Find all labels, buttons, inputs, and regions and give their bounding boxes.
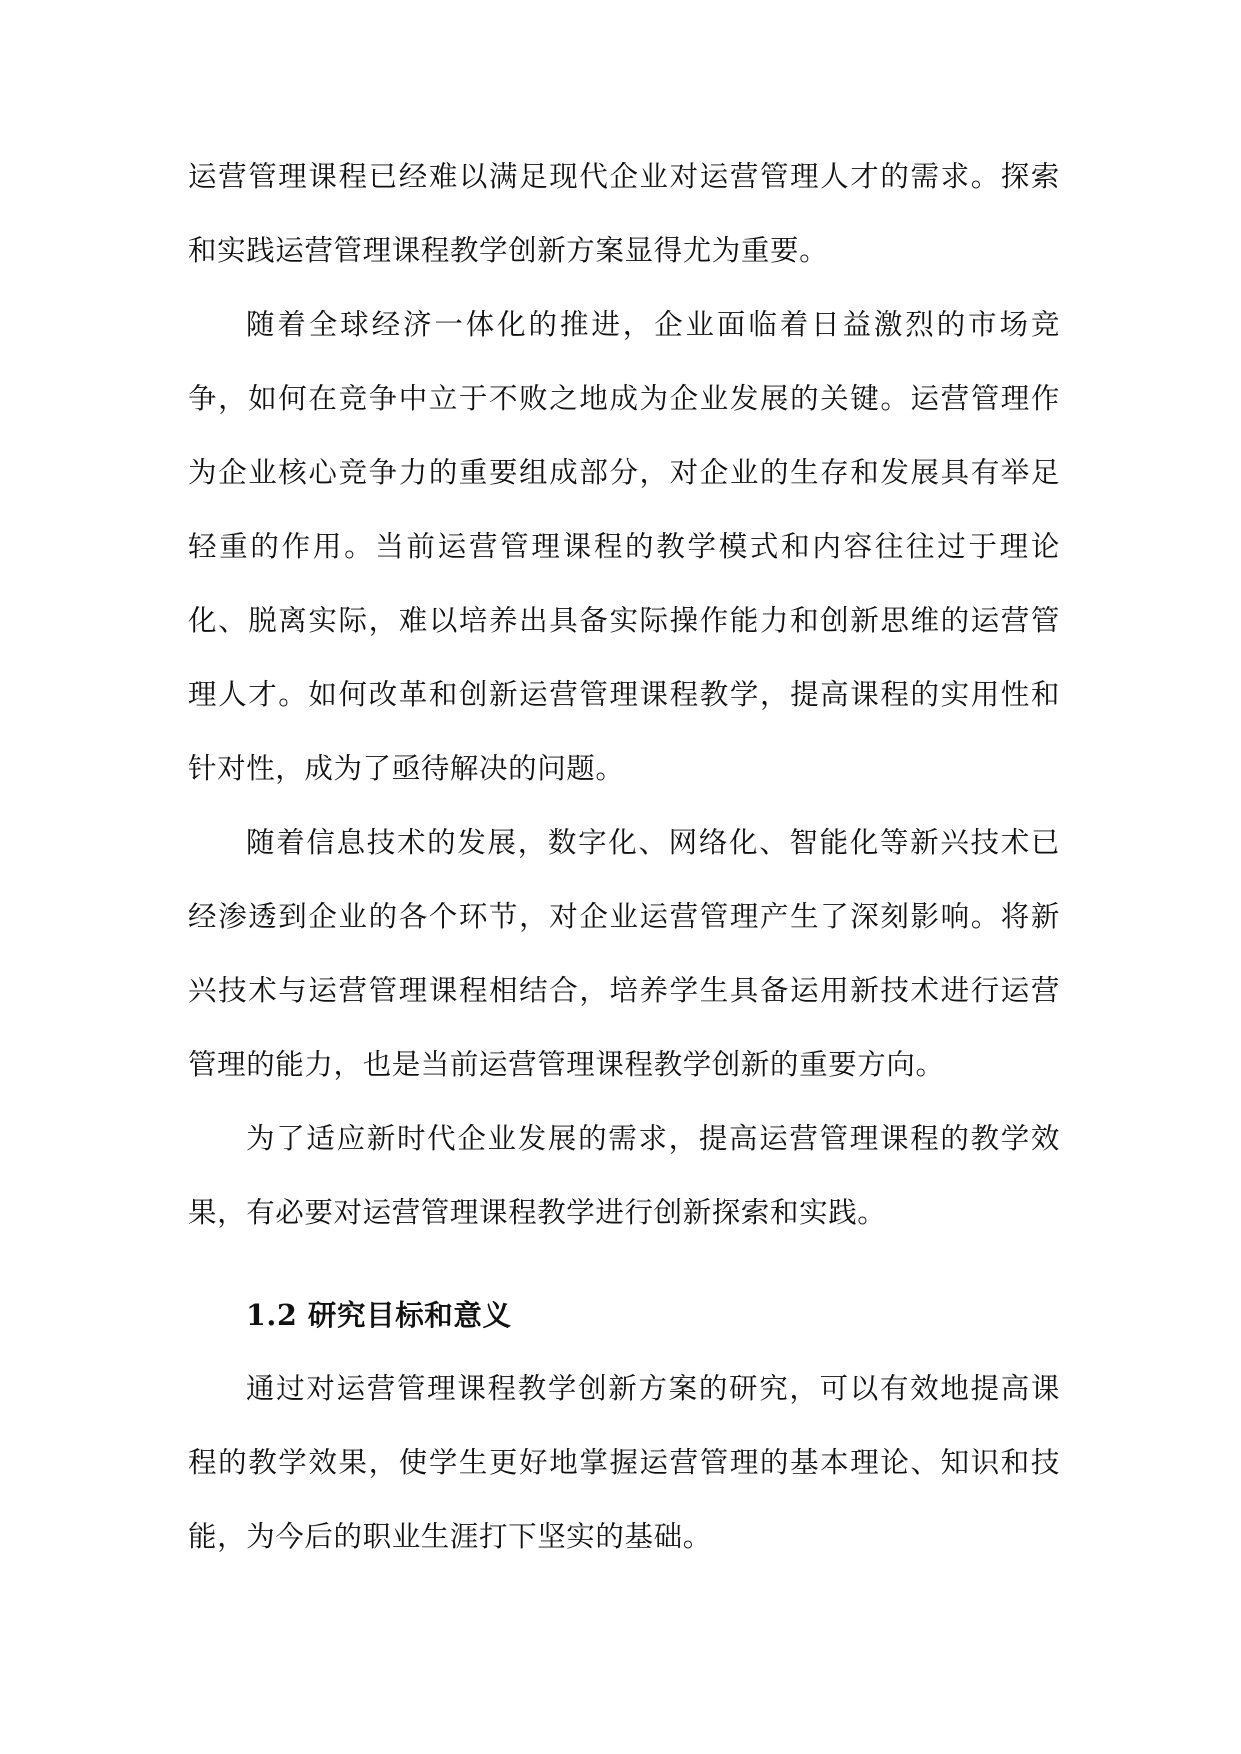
paragraph-new-era-needs: 为了适应新时代企业发展的需求，提高运营管理课程的教学效果，有必要对运营管理课程教学进行创新探索和实践。	[188, 1122, 1060, 1229]
paragraph-market-competition: 随着全球经济一体化的推进，企业面临着日益激烈的市场竞争，如何在竞争中立于不败之地成为企业发展的关键。运营管理作为企业核心竞争力的重要组成部分，对企业的生存和发展具有举足轻重的作用。当前运营管理课程的教学模式和内容往往过于理论化、脱离实际，难以培养出具备实际操作能力和创新思维的运营管理人才。如何改革和创新运营管理课程教学，提高课程的实用性和针对性，成为了亟待解决的问题。	[188, 308, 1060, 785]
section-heading-research-goals: 1.2 研究目标和意义	[246, 1298, 512, 1332]
document-body	[188, 140, 1060, 1574]
paragraph-research-significance: 通过对运营管理课程教学创新方案的研究，可以有效地提高课程的教学效果，使学生更好地掌握运营管理的基本理论、知识和技能，为今后的职业生涯打下坚实的基础。	[188, 1372, 1060, 1553]
paragraph-continuation: 运营管理课程已经难以满足现代企业对运营管理人才的需求。探索和实践运营管理课程教学创新方案显得尤为重要。	[188, 160, 1060, 267]
paragraph-information-technology: 随着信息技术的发展，数字化、网络化、智能化等新兴技术已经渗透到企业的各个环节，对企业运营管理产生了深刻影响。将新兴技术与运营管理课程相结合，培养学生具备运用新技术进行运营管理的能力，也是当前运营管理课程教学创新的重要方向。	[188, 826, 1060, 1081]
